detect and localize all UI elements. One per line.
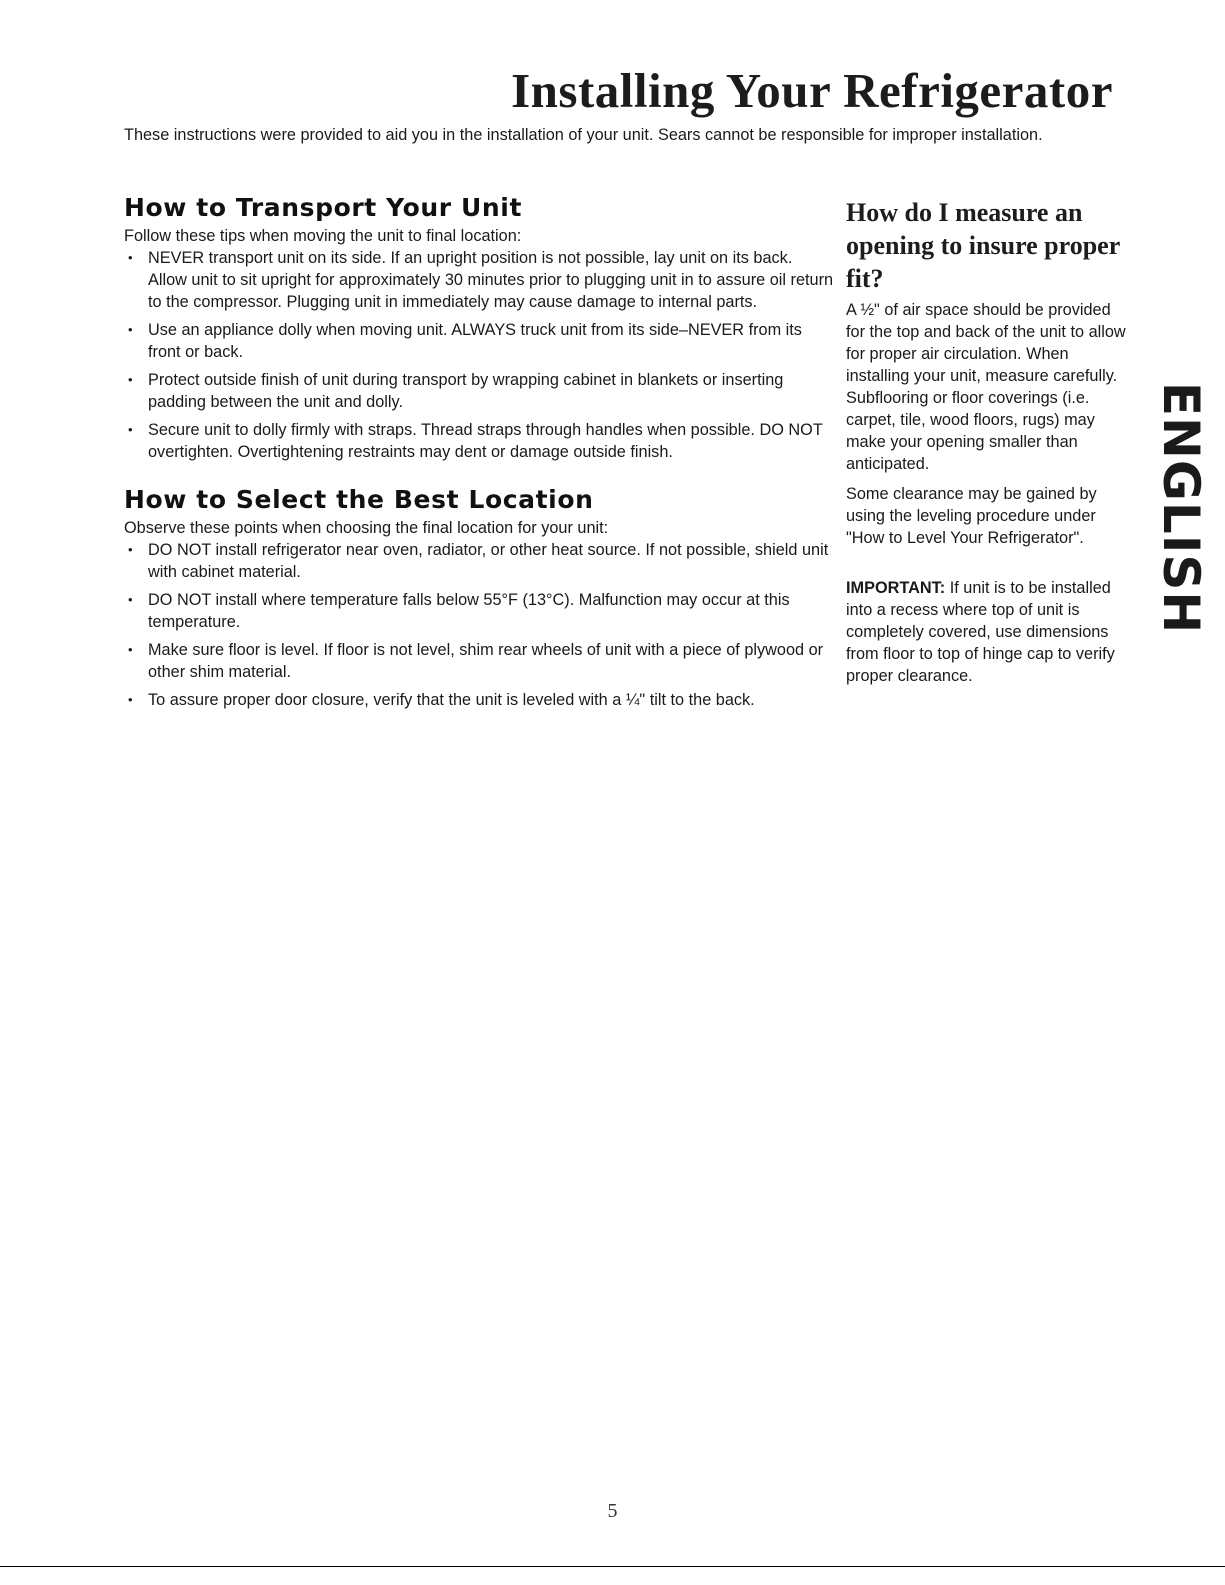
bullet-icon: • [128, 422, 133, 437]
list-item: • NEVER transport unit on its side. If an upright position is not possible, lay unit on its back. Allow unit to sit upright for approximately 30 minutes prior to plugging unit in to assure oil return to the compressor. Plugging unit in immediately may cause damage to internal parts. [128, 249, 834, 311]
bullet-icon: • [128, 642, 133, 657]
list-item: • DO NOT install refrigerator near oven, radiator, or other heat source. If not possible, shield unit with cabinet material. [128, 541, 829, 581]
transport-lead: Follow these tips when moving the unit to final location: [124, 227, 522, 245]
important-note [846, 577, 1132, 687]
bullet-icon: • [128, 692, 133, 707]
location-list [124, 539, 834, 711]
bullet-icon: • [128, 592, 133, 607]
bullet-icon: • [128, 250, 133, 265]
list-item: • Protect outside finish of unit during transport by wrapping cabinet in blankets or inserting padding between the unit and dolly. [128, 371, 784, 411]
important-label: IMPORTANT: [846, 579, 946, 597]
list-item: • Secure unit to dolly firmly with straps. Thread straps through handles when possible. DO NOT overtighten. Overtightening restraints may dent or damage outside finish. [128, 421, 823, 461]
list-item: • Use an appliance dolly when moving unit. ALWAYS truck unit from its side–NEVER from its front or back. [128, 321, 802, 361]
measure-heading: How do I measure an opening to insure proper fit? [846, 198, 1120, 293]
list-item: • Make sure floor is level. If floor is not level, shim rear wheels of unit with a piece of plywood or other shim material. [128, 641, 824, 681]
clearance-paragraph: Some clearance may be gained by using the leveling procedure under "How to Level Your Refrigerator". [846, 485, 1097, 547]
intro-text: These instructions were provided to aid you in the installation of your unit. Sears cannot be responsible for improper installation. [124, 126, 1043, 144]
language-side-tab [1146, 378, 1216, 638]
bullet-icon: • [128, 372, 133, 387]
page-title: Installing Your Refrigerator [511, 63, 1113, 118]
bullet-icon: • [128, 322, 133, 337]
transport-list [124, 247, 834, 463]
list-item: • To assure proper door closure, verify that the unit is leveled with a ¼" tilt to the back. [128, 691, 755, 709]
measure-paragraph: A ½" of air space should be provided for the top and back of the unit to allow for proper air circulation. When installing your unit, measure carefully. Subflooring or floor coverings (i.e. carpet, tile, wood floors, rugs) may make your opening smaller than anticipated. [846, 301, 1126, 473]
left-column [124, 193, 834, 717]
important-text: If unit is to be installed into a recess where top of unit is completely covered, use dimensions from floor to top of hinge cap to verify proper clearance. [846, 579, 1115, 685]
transport-heading: How to Transport Your Unit [124, 193, 522, 222]
language-tab-label: ENGLISH [1152, 381, 1210, 635]
location-lead: Observe these points when choosing the final location for your unit: [124, 519, 609, 537]
bottom-divider [0, 1566, 1225, 1567]
right-column [846, 196, 1132, 695]
bullet-icon: • [128, 542, 133, 557]
page-number: 5 [607, 1500, 618, 1522]
location-heading: How to Select the Best Location [124, 485, 594, 514]
list-item: • DO NOT install where temperature falls below 55°F (13°C). Malfunction may occur at this temperature. [128, 591, 790, 631]
